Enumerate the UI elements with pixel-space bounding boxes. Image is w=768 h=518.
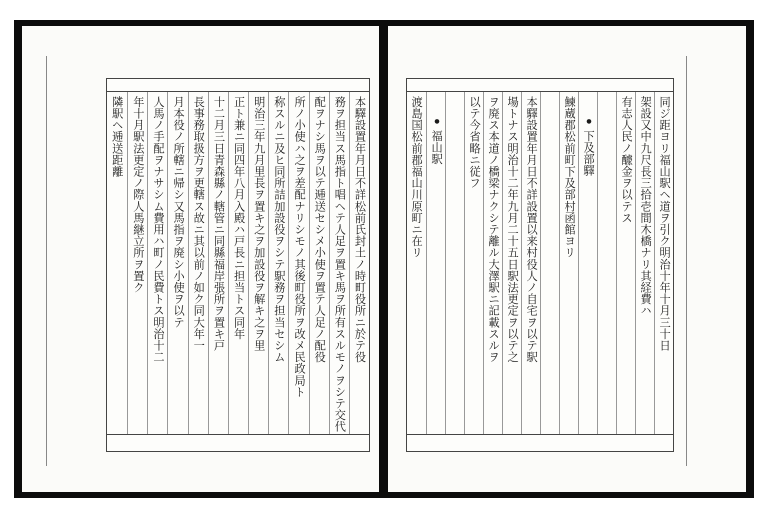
right-column xyxy=(502,92,522,434)
book-spread xyxy=(14,20,754,498)
left-column xyxy=(268,92,289,434)
right-column xyxy=(559,92,579,434)
manuscript-grid-left xyxy=(106,78,370,452)
manuscript-line: 配ヲナシ馬ヲ以テ逓送セシメ小使ヲ置テ人足ノ配役 xyxy=(313,96,327,363)
manuscript-grid-right xyxy=(406,78,674,452)
grid-top-band xyxy=(407,79,673,92)
left-column xyxy=(288,92,309,434)
manuscript-line: 本驛設置年月日不詳松前氏封土ノ時町役所ニ於テ役 xyxy=(353,96,367,363)
manuscript-line: 鰊蔵郡松前町下及部村函館ヨリ xyxy=(563,96,577,259)
section-bullet-icon: ● xyxy=(433,118,441,125)
manuscript-line: 福山駅 xyxy=(430,130,444,165)
manuscript-line: 下及部驛 xyxy=(582,130,596,177)
right-column xyxy=(540,92,560,434)
manuscript-line: 務ヲ担当ス馬指ト唱ヘテ人足ヲ置キ馬ヲ所有スルモノヲシテ交代 xyxy=(333,96,347,433)
right-column xyxy=(464,92,484,434)
right-column xyxy=(407,92,426,434)
manuscript-line: 月本役ノ所轄ニ帰シ又馬指ヲ廃シ小使ヲ以テ xyxy=(172,96,186,328)
manuscript-line: 所ノ小使ハ之ヲ差配ナリシモノ其後町役所ヲ改メ民政局ト xyxy=(293,96,307,398)
grid-top-band xyxy=(107,79,369,92)
right-page xyxy=(388,26,746,492)
right-column xyxy=(445,92,465,434)
page-rule xyxy=(686,56,687,466)
left-column xyxy=(188,92,209,434)
manuscript-line: 渡島国松前郡福山川原町ニ在リ xyxy=(410,96,424,259)
section-bullet-icon: ● xyxy=(585,118,593,125)
left-column xyxy=(329,92,350,434)
manuscript-line: 同ジ距ヨリ福山駅ヘ道ヲ引ク明治十年十月三十日 xyxy=(658,96,672,352)
manuscript-line: 称スルニ及ヒ同所詰加設役ヲシテ駅務ヲ担当セシム xyxy=(272,96,286,363)
right-column xyxy=(521,92,541,434)
right-column xyxy=(597,92,617,434)
manuscript-line: 年十月駅法更定ノ際人馬継立所ヲ置ク xyxy=(131,96,145,294)
manuscript-line: 以テ今省略ニ従フ xyxy=(468,96,482,189)
left-column xyxy=(248,92,269,434)
manuscript-line: 明治三年九月里長ヲ置キ之ヲ加設役ヲ解キ之ヲ里 xyxy=(252,96,266,352)
manuscript-line: 本驛設置年月日不詳設置以来村役人ノ自宅ヲ以テ駅 xyxy=(525,96,539,363)
left-column xyxy=(147,92,168,434)
left-column xyxy=(228,92,249,434)
manuscript-line: 有志人民ノ醵金ヲ以テス xyxy=(620,96,634,224)
left-column xyxy=(127,92,148,434)
manuscript-line: 人馬ノ手配ヲナサシム費用ハ町ノ民費トス明治十二 xyxy=(151,96,165,363)
right-column xyxy=(483,92,503,434)
grid-bottom-band xyxy=(407,434,673,451)
manuscript-line: 長事務取扱方ヲ更轄ス故ニ其以前ノ如ク同大年一 xyxy=(192,96,206,352)
manuscript-line: 正ト兼ニ同四年八月入殿ハ戸長ニ担当トス同年 xyxy=(232,96,246,340)
left-column xyxy=(309,92,330,434)
manuscript-line: ヲ廃ス本道ノ橋梁ナクシテ離ル大澤駅ニ記載スルヲ xyxy=(487,96,501,363)
book-gutter xyxy=(379,20,388,498)
left-column xyxy=(167,92,188,434)
left-column xyxy=(349,92,370,434)
right-column xyxy=(654,92,674,434)
left-column xyxy=(208,92,229,434)
manuscript-line: 架設又中九尺長三拾壱間木橋ナリ其経費ハ xyxy=(639,96,653,317)
page-rule xyxy=(46,56,47,466)
right-column xyxy=(578,92,598,434)
manuscript-line: 十二月三日青森縣ノ轄管ニ同縣福岸張所ヲ置キ戸 xyxy=(212,96,226,352)
manuscript-line: 場トナス明治十二年九月二十五日駅法更定ヲ以テ之 xyxy=(506,96,520,363)
grid-bottom-band xyxy=(107,434,369,451)
right-column xyxy=(616,92,636,434)
right-column xyxy=(635,92,655,434)
left-page xyxy=(22,26,379,492)
left-column xyxy=(107,92,127,434)
manuscript-line: 隣駅ヘ逓送距離 xyxy=(110,96,124,178)
right-column xyxy=(426,92,446,434)
